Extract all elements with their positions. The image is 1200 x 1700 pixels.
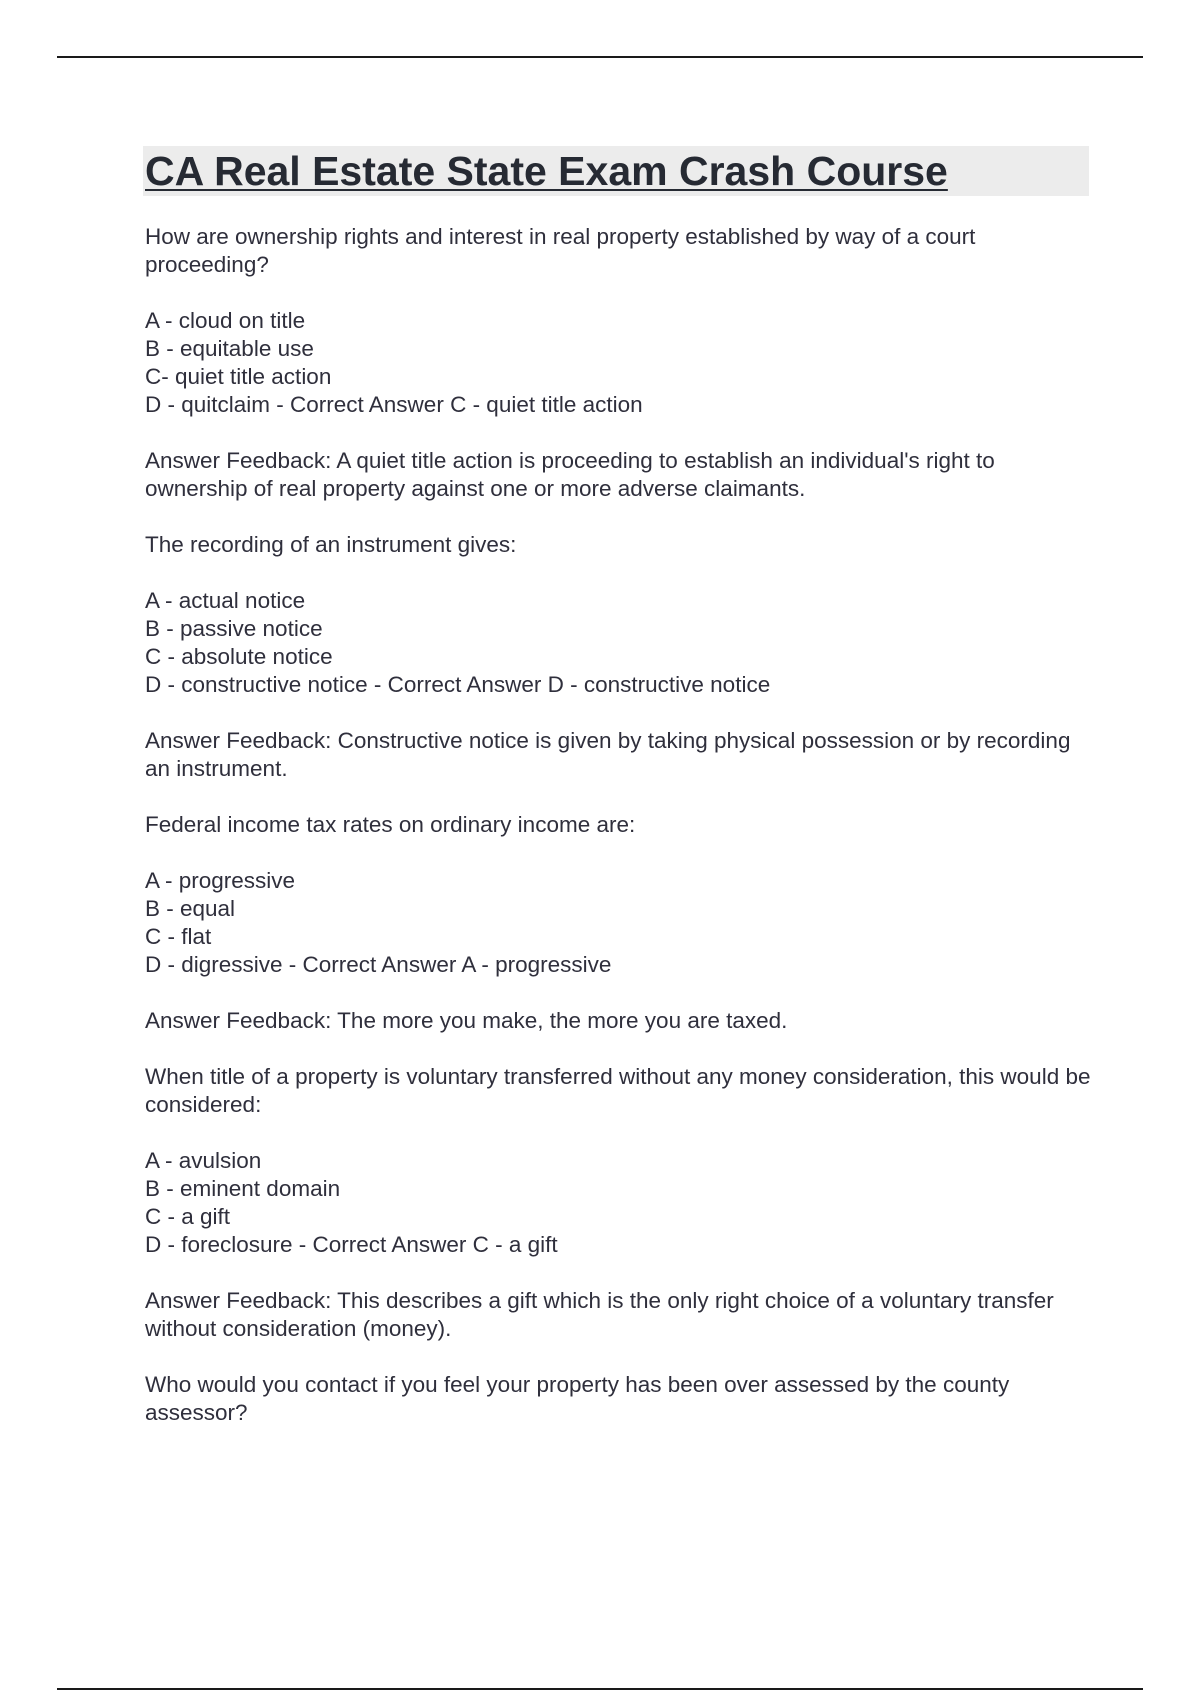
title-banner xyxy=(143,146,1089,196)
answer-feedback: Answer Feedback: The more you make, the more you are taxed. xyxy=(145,1008,788,1033)
option-a: A - progressive xyxy=(145,868,296,893)
answer-options xyxy=(145,307,1091,419)
option-c: C- quiet title action xyxy=(145,364,332,389)
page-title: CA Real Estate State Exam Crash Course xyxy=(145,148,948,194)
option-d-correct-answer: D - foreclosure - Correct Answer C - a gift xyxy=(145,1232,558,1257)
question-text: When title of a property is voluntary transferred without any money consideration, this would be considered: xyxy=(145,1064,1091,1117)
option-b: B - equal xyxy=(145,896,236,921)
option-b: B - eminent domain xyxy=(145,1176,341,1201)
option-b: B - equitable use xyxy=(145,336,314,361)
answer-feedback: Answer Feedback: This describes a gift which is the only right choice of a voluntary transfer without consideration (money). xyxy=(145,1288,1054,1341)
document-body xyxy=(145,146,1091,1455)
option-a: A - actual notice xyxy=(145,588,306,613)
option-d-correct-answer: D - constructive notice - Correct Answer D - constructive notice xyxy=(145,672,771,697)
question-text: How are ownership rights and interest in real property established by way of a court proceeding? xyxy=(145,224,976,277)
answer-options xyxy=(145,587,1091,699)
option-d-correct-answer: D - quitclaim - Correct Answer C - quiet title action xyxy=(145,392,643,417)
answer-options xyxy=(145,1147,1091,1259)
question-text: Federal income tax rates on ordinary income are: xyxy=(145,812,636,837)
option-c: C - a gift xyxy=(145,1204,231,1229)
option-a: A - cloud on title xyxy=(145,308,306,333)
qa-list xyxy=(145,223,1091,1427)
footer-rule xyxy=(57,1688,1143,1690)
header-rule xyxy=(57,56,1143,58)
option-d-correct-answer: D - digressive - Correct Answer A - progressive xyxy=(145,952,612,977)
option-c: C - absolute notice xyxy=(145,644,333,669)
option-b: B - passive notice xyxy=(145,616,323,641)
answer-feedback: Answer Feedback: A quiet title action is proceeding to establish an individual's right to ownership of real property against one or more adverse claimants. xyxy=(145,448,995,501)
answer-feedback: Answer Feedback: Constructive notice is given by taking physical possession or by recording an instrument. xyxy=(145,728,1071,781)
option-c: C - flat xyxy=(145,924,212,949)
answer-options xyxy=(145,867,1091,979)
question-text: The recording of an instrument gives: xyxy=(145,532,517,557)
option-a: A - avulsion xyxy=(145,1148,262,1173)
question-text: Who would you contact if you feel your property has been over assessed by the county assessor? xyxy=(145,1372,1010,1425)
